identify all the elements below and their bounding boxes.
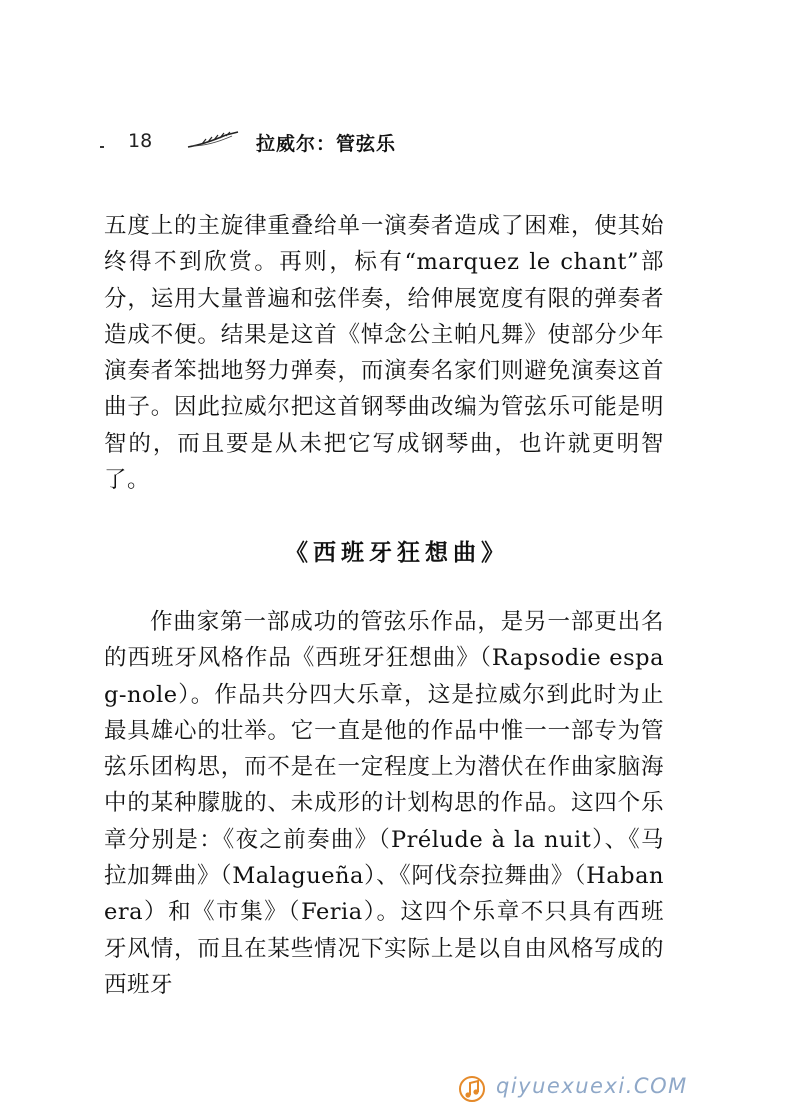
watermark-text: qiyuexuexi.COM — [496, 1074, 688, 1098]
running-title: 拉威尔：管弦乐 — [256, 133, 397, 155]
page-number: 18 — [128, 130, 153, 152]
music-note-logo-icon — [458, 1075, 490, 1103]
section-heading: 《西班牙狂想曲》 — [285, 539, 509, 566]
body-paragraph-1: 五度上的主旋律重叠给单一演奏者造成了困难，使其始终得不到欣赏。再则，标有“marquez le chant”部分，运用大量普遍和弦伴奏，给伸展宽度有限的弹奏者造成不便。结果是这首《悼念公主帕凡舞》使部分少年演奏者笨拙地努力弹奏，而演奏名家们则避免演奏这首曲子。因此拉威尔把这首钢琴曲改编为管弦乐可能是明智的，而且要是从未把它写成钢琴曲，也许就更明智了。 — [104, 213, 664, 494]
feather-ornament-icon — [186, 130, 242, 150]
scan-mark — [100, 146, 104, 148]
body-paragraph-2: 作曲家第一部成功的管弦乐作品，是另一部更出名的西班牙风格作品《西班牙狂想曲》（Rapsodie espag-nole）。作品共分四大乐章，这是拉威尔到此时为止最具雄心的壮举。它一直是他的作品中惟一一部专为管弦乐团构思，而不是在一定程度上为潜伏在作曲家脑海中的某种朦胧的、未成形的计划构思的作品。这四个乐章分别是：《夜之前奏曲》（Prélude à la nuit）、《马拉加舞曲》（Malagueña）、《阿伐奈拉舞曲》（Habanera）和《市集》（Feria）。这四个乐章不只具有西班牙风情，而且在某些情况下实际上是以自由风格写成的西班牙 — [104, 609, 664, 998]
watermark — [458, 1074, 778, 1104]
page-header — [100, 126, 460, 156]
